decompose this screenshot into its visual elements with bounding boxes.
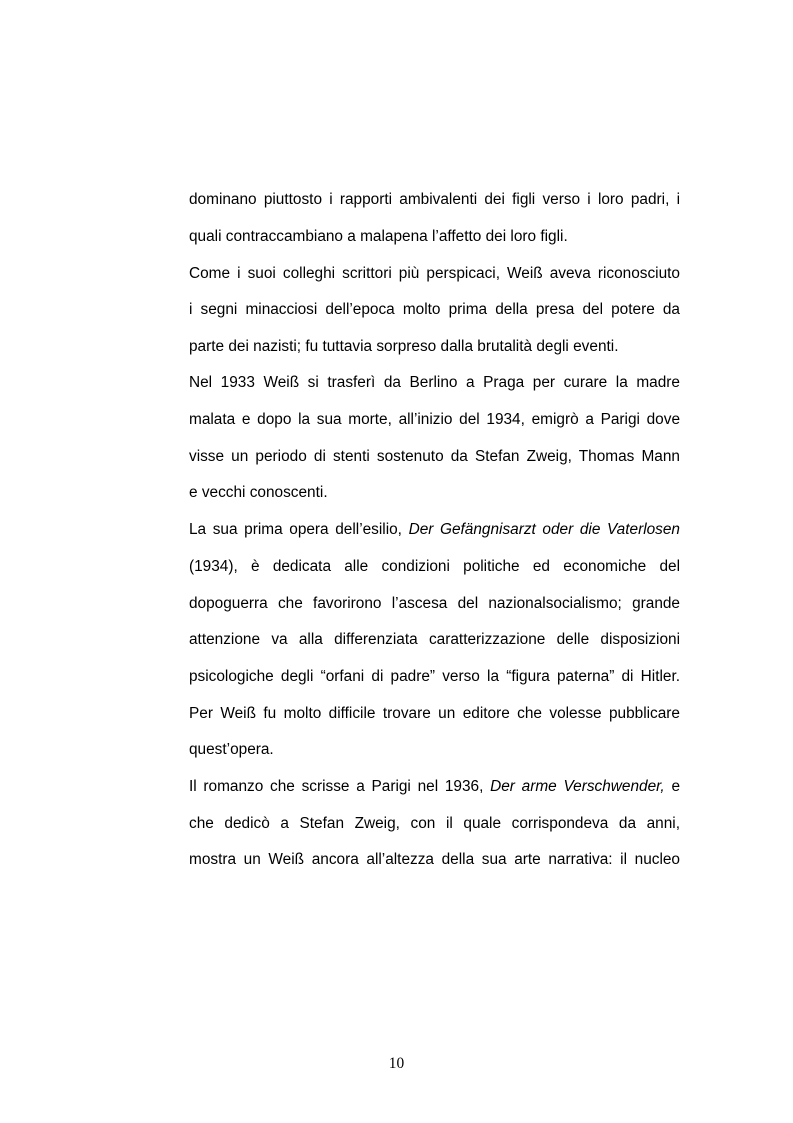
text-line: dominano piuttosto i rapporti ambivalenti dei figli verso i loro padri, i (189, 191, 680, 208)
text-line: visse un periodo di stenti sostenuto da Stefan Zweig, Thomas Mann (189, 448, 680, 465)
text-span: e (664, 778, 680, 795)
book-title: Der arme Verschwender, (490, 778, 665, 795)
text-line: che dedicò a Stefan Zweig, con il quale corrispondeva da anni, (189, 815, 680, 832)
text-line: mostra un Weiß ancora all’altezza della sua arte narrativa: il nucleo (189, 851, 680, 868)
text-line: i segni minacciosi dell’epoca molto prima della presa del potere da (189, 301, 680, 318)
text-line: e vecchi conoscenti. (189, 484, 328, 501)
text-line: attenzione va alla differenziata caratterizzazione delle disposizioni (189, 631, 680, 648)
text-line: Per Weiß fu molto difficile trovare un editore che volesse pubblicare (189, 705, 680, 722)
text-line: malata e dopo la sua morte, all’inizio del 1934, emigrò a Parigi dove (189, 411, 680, 428)
text-line: (1934), è dedicata alle condizioni politiche ed economiche del (189, 558, 680, 575)
text-line: quali contraccambiano a malapena l’affetto dei loro figli. (189, 228, 568, 245)
text-line: quest’opera. (189, 741, 274, 758)
text-line (189, 520, 680, 540)
page-number: 10 (388, 1055, 405, 1072)
book-title: Der Gefängnisarzt oder die Vaterlosen (408, 521, 680, 538)
text-line: Come i suoi colleghi scrittori più perspicaci, Weiß aveva riconosciuto (189, 265, 680, 282)
text-line: Nel 1933 Weiß si trasferì da Berlino a Praga per curare la madre (189, 374, 680, 391)
text-span: La sua prima opera dell’esilio, (189, 521, 409, 538)
text-line: dopoguerra che favorirono l’ascesa del nazionalsocialismo; grande (189, 595, 680, 612)
text-span: Il romanzo che scrisse a Parigi nel 1936, (189, 778, 491, 795)
text-line: psicologiche degli “orfani di padre” verso la “figura paterna” di Hitler. (189, 668, 680, 685)
text-line: parte dei nazisti; fu tuttavia sorpreso dalla brutalità degli eventi. (189, 338, 619, 355)
text-line (189, 777, 680, 797)
